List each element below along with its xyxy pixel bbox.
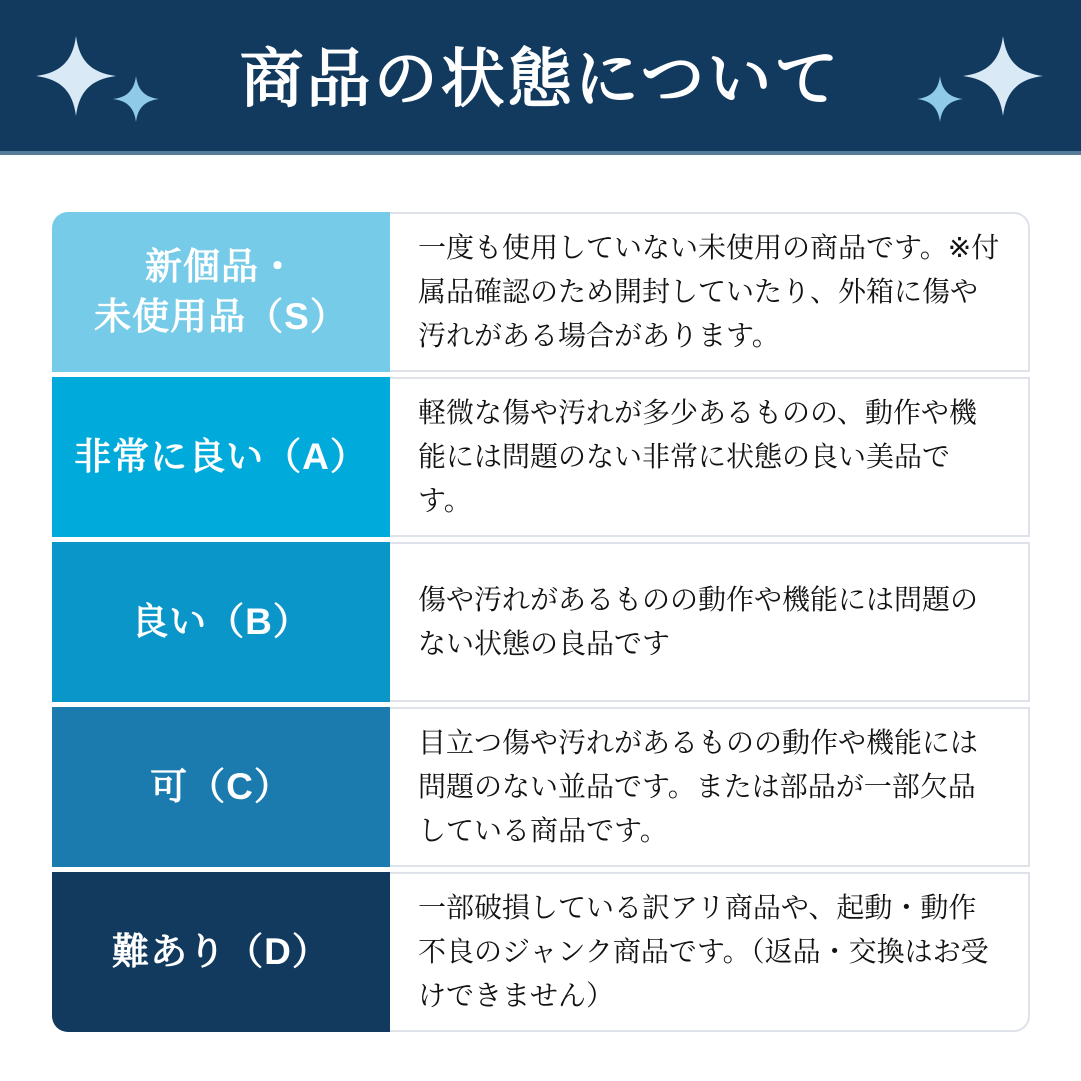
condition-row-d [52, 872, 1030, 1032]
description-text: 一度も使用していない未使用の商品です。※付属品確認のため開封していたり、外箱に傷や汚れがある場合があります。 [418, 231, 1000, 352]
description-cell-c [390, 707, 1030, 867]
page-title: 商品の状態について [239, 42, 842, 115]
grade-cell-a [52, 377, 390, 537]
description-cell-s [390, 212, 1030, 372]
description-text: 目立つ傷や汚れがあるものの動作や機能には問題のない並品です。または部品が一部欠品している商品です。 [418, 726, 979, 847]
page-header [0, 0, 1081, 155]
sparkle-icon [36, 28, 116, 124]
description-cell-d [390, 872, 1030, 1032]
condition-row-s [52, 212, 1030, 372]
sparkle-icon [113, 73, 159, 125]
description-cell-a [390, 377, 1030, 537]
sparkle-icon [917, 73, 963, 125]
grade-label: 未使用品（S） [94, 296, 348, 337]
grade-cell-c [52, 707, 390, 867]
grade-label: 非常に良い（A） [74, 436, 368, 478]
sparkle-icon [963, 28, 1043, 124]
condition-table [52, 212, 1030, 1032]
description-text: 傷や汚れがあるものの動作や機能には問題のない状態の良品です [418, 583, 979, 659]
grade-label: 難あり（D） [112, 931, 330, 973]
description-cell-b [390, 542, 1030, 702]
description-text: 一部破損している訳アリ商品や、起動・動作不良のジャンク商品です。（返品・交換はお受けできません） [418, 891, 989, 1012]
description-text: 軽微な傷や汚れが多少あるものの、動作や機能には問題のない非常に状態の良い美品です。 [418, 396, 977, 517]
condition-row-b [52, 542, 1030, 702]
grade-label: 良い（B） [131, 601, 311, 643]
grade-cell-s [52, 212, 390, 372]
condition-row-a [52, 377, 1030, 537]
grade-cell-b [52, 542, 390, 702]
condition-row-c [52, 707, 1030, 867]
grade-label: 新個品・ [145, 246, 297, 288]
grade-label: 可（C） [150, 766, 292, 808]
grade-cell-d [52, 872, 390, 1032]
